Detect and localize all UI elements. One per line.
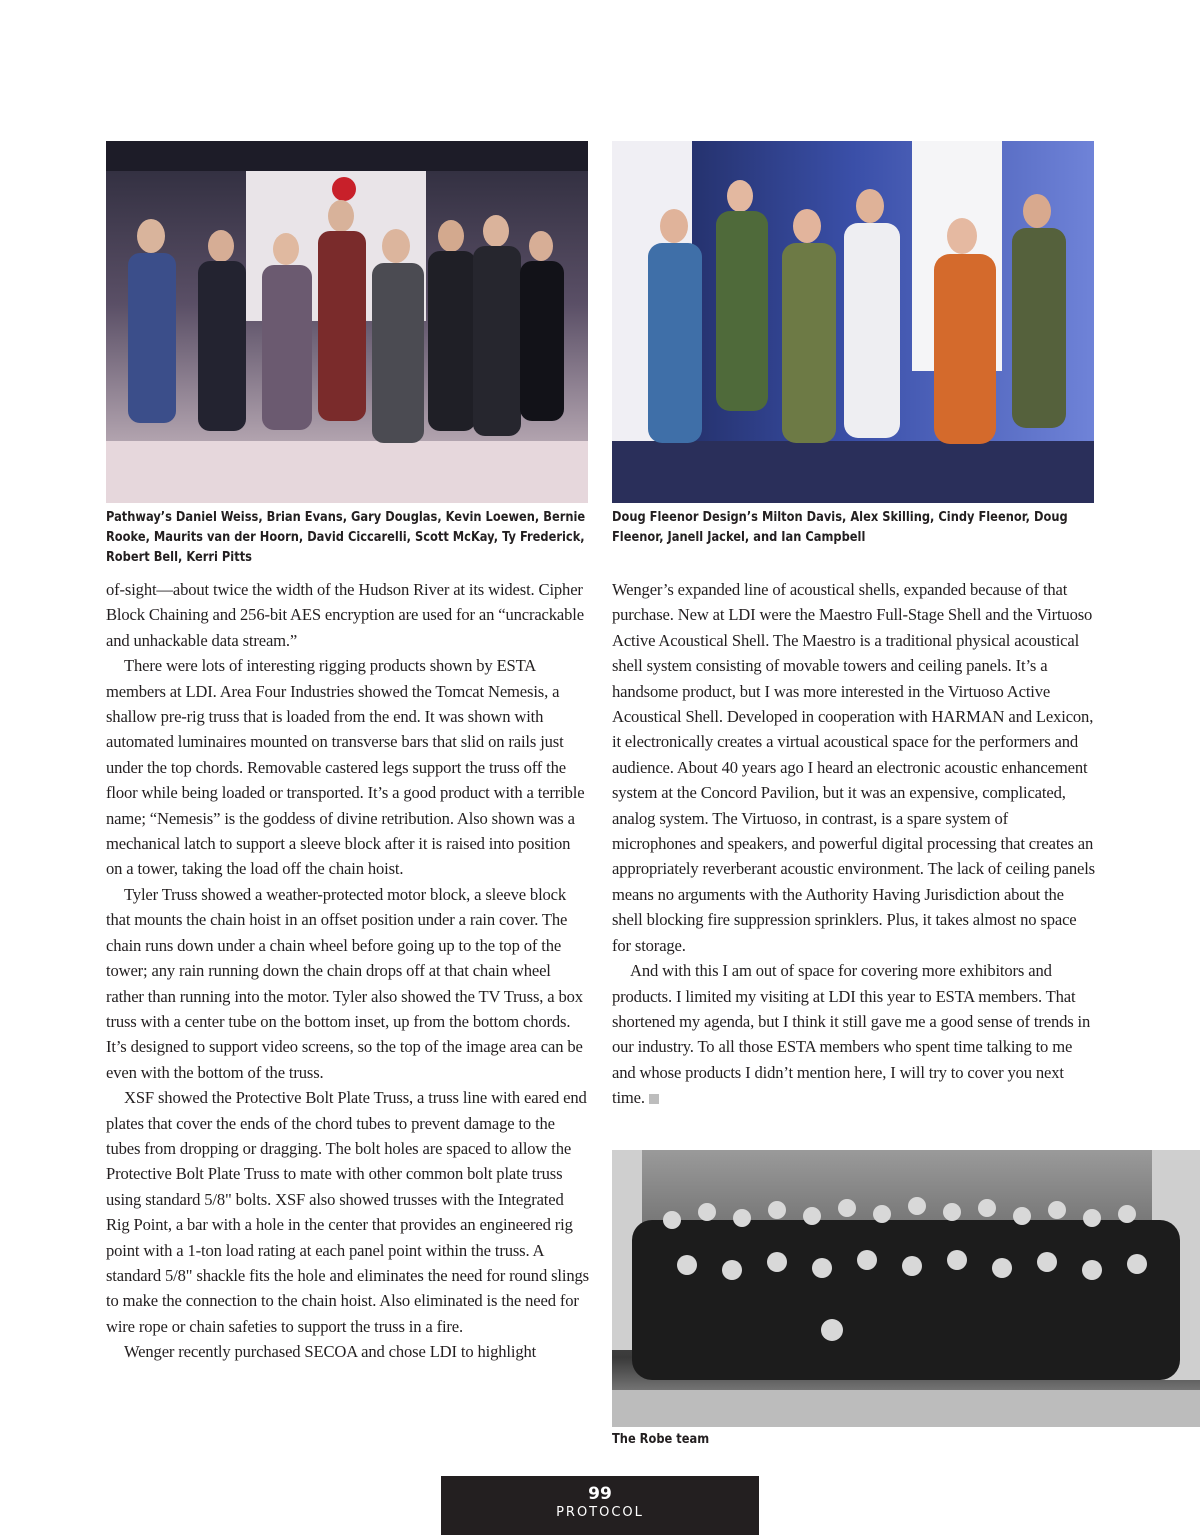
pathway-group-photo <box>106 141 588 503</box>
right-text-column <box>612 577 1096 1111</box>
robe-team-photo <box>612 1150 1200 1427</box>
paragraph: Tyler Truss showed a weather-protected motor block, a sleeve block that mounts the chain hoist in an offset position under a rain cover. The chain runs down under a chain wheel before going up to the top of the tower; any rain running down the chain drops off at that chain wheel rather than running into the motor. Tyler also showed the TV Truss, a box truss with a center tube on the bottom inset, up from the bottom chords. It’s designed to support video screens, so the top of the image area can be even with the bottom of the truss. <box>106 884 583 1082</box>
paragraph: Wenger’s expanded line of acoustical shells, expanded because of that purchase. New at LDI were the Maestro Full-Stage Shell and the Virtuoso Active Acoustical Shell. The Maestro is a traditional physical acoustical shell system consisting of movable towers and ceiling panels. It’s a handsome product, but I was more interested in the Virtuoso Active Acoustical Shell. Developed in cooperation with HARMAN and Lexicon, it electronically creates a virtual acoustical space for the performers and audience. About 40 years ago I heard an electronic acoustic enhancement system at the Concord Pavilion, but it was an expensive, complicated, analog system. The Virtuoso, in contrast, is a spare system of microphones and speakers, and powerful digital processing that creates an appropriately reverberant acoustic environment. The lack of ceiling panels means no arguments with the Authority Having Jurisdiction about the shell blocking fire suppression sprinklers. Plus, it takes almost no space for storage. <box>612 580 1095 955</box>
final-paragraph-text: And with this I am out of space for covering more exhibitors and products. I limited my visiting at LDI this year to ESTA members. That shortened my agenda, but I think it still gave me a good sense of trends in our industry. To all those ESTA members who spent time talking to me and whose products I didn’t mention here, I will try to cover you next time. <box>612 961 1091 1108</box>
left-text-column <box>106 577 590 1365</box>
fleenor-photo-caption: Doug Fleenor Design’s Milton Davis, Alex Skilling, Cindy Fleenor, Doug Fleenor, Janell Jackel, and Ian Campbell <box>612 510 1068 545</box>
paragraph: XSF showed the Protective Bolt Plate Truss, a truss line with eared end plates that cover the ends of the chord tubes to prevent damage to the tubes from dropping or dragging. The bolt holes are spaced to allow the Protective Bolt Plate Truss to mate with other common bolt plate truss using standard 5/8" bolts. XSF also showed trusses with the Integrated Rig Point, a bar with a hole in the center that provides an engineered rig point with a 1-ton load rating at each panel point within the truss. A standard 5/8" shackle fits the hole and eliminates the need for round slings to make the connection to the chain hoist. Also eliminated is the need for wire rope or chain safeties to support the truss in a fire. <box>106 1088 589 1336</box>
pathway-photo-caption: Pathway’s Daniel Weiss, Brian Evans, Gary Douglas, Kevin Loewen, Bernie Rooke, Maurits van der Hoorn, David Ciccarelli, Scott McKay, Ty Frederick, Robert Bell, Kerri Pitts <box>106 510 586 565</box>
paragraph: There were lots of interesting rigging products shown by ESTA members at LDI. Area Four Industries showed the Tomcat Nemesis, a shallow pre-rig truss that is loaded from the end. It was shown with automated luminaires mounted on transverse bars that slid on rails just under the top chords. Removable castered legs support the truss off the floor while being loaded or transported. It’s a good product with a terrible name; “Nemesis” is the goddess of divine retribution. Also shown was a mechanical latch to support a sleeve block after it is raised into position on a tower, taking the load off the chain hoist. <box>106 656 585 879</box>
fleenor-group-photo <box>612 141 1094 503</box>
page-number: 99 <box>588 1484 612 1504</box>
robe-photo-caption: The Robe team <box>612 1432 710 1447</box>
paragraph: Wenger recently purchased SECOA and chose LDI to highlight <box>124 1342 537 1362</box>
final-paragraph <box>612 958 1096 1110</box>
end-of-article-mark <box>649 1094 659 1104</box>
publication-name: PROTOCOL <box>556 1505 644 1520</box>
page-footer <box>441 1476 759 1535</box>
paragraph: of-sight—about twice the width of the Hudson River at its widest. Cipher Block Chaining and 256-bit AES encryption are used for an “uncrackable and unhackable data stream.” <box>106 580 584 650</box>
